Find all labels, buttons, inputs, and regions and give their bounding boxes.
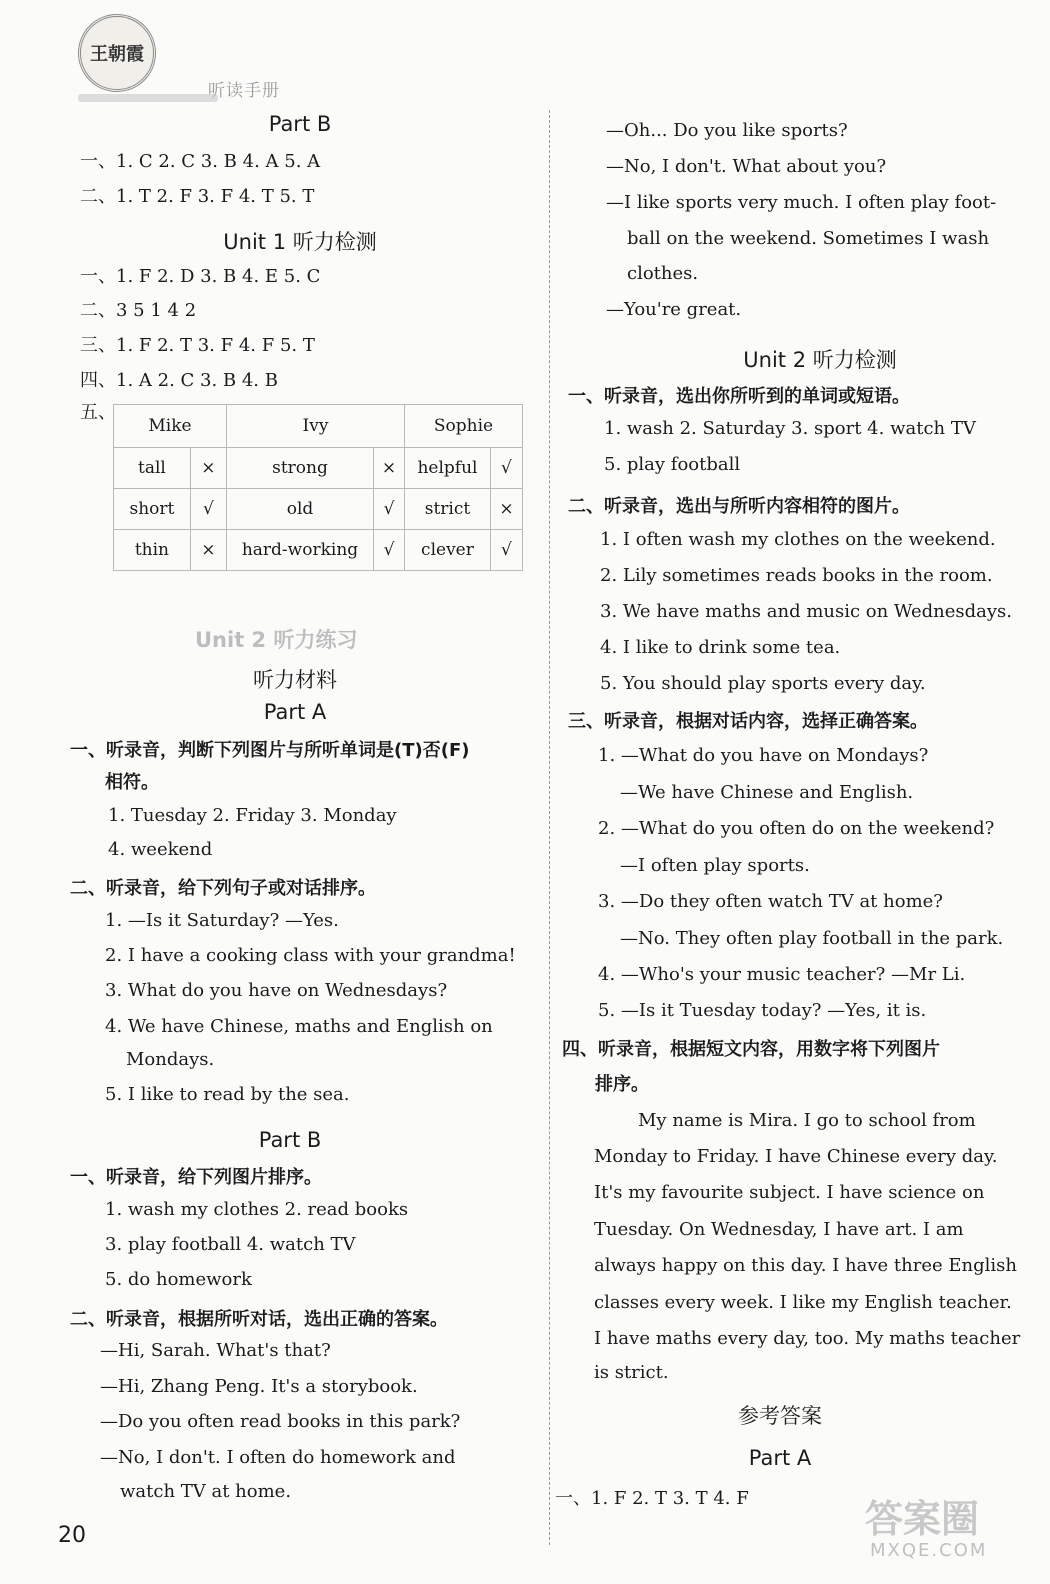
question-line: 3. What do you have on Wednesdays? <box>105 980 448 1001</box>
question-line: 5. You should play sports every day. <box>600 673 926 694</box>
passage-line: Tuesday. On Wednesday, I have art. I am <box>594 1219 964 1240</box>
question-title: 一、听录音，判断下列图片与所听单词是(T)否(F) <box>70 740 470 761</box>
question-line: 5. do homework <box>105 1269 252 1290</box>
question-line: 1. wash 2. Saturday 3. sport 4. watch TV <box>604 418 976 439</box>
question-line: 1. —What do you have on Mondays? <box>598 745 929 766</box>
passage-line: classes every week. I like my English teacher. <box>594 1292 1012 1313</box>
question-line: —We have Chinese and English. <box>620 782 914 803</box>
table-cell: √ <box>490 448 522 489</box>
table-row <box>114 448 523 489</box>
table-cell: strict <box>405 489 491 530</box>
answer-row-label: 五、 <box>80 402 116 423</box>
question-line: 4. We have Chinese, maths and English on <box>105 1016 493 1037</box>
table-header-row <box>114 405 523 448</box>
table-cell: hard-working <box>227 530 374 571</box>
publisher-logo <box>78 14 156 92</box>
part-a-title: Part A <box>748 1446 812 1470</box>
dialog-line: —No, I don't. What about you? <box>606 156 887 177</box>
question-line: 1. wash my clothes 2. read books <box>105 1199 409 1220</box>
dialog-line: —Hi, Sarah. What's that? <box>100 1340 331 1361</box>
material-title: 听力材料 <box>253 668 337 692</box>
question-title: 二、听录音，给下列句子或对话排序。 <box>70 878 376 899</box>
table-cell: helpful <box>405 448 491 489</box>
answer-row: 二、1. T 2. F 3. F 4. T 5. T <box>80 186 315 207</box>
question-line: —I often play sports. <box>620 855 810 876</box>
question-line: Mondays. <box>126 1049 215 1070</box>
answer-row: 二、3 5 1 4 2 <box>80 300 197 321</box>
table-cell: short <box>114 489 191 530</box>
column-divider <box>549 110 550 1545</box>
question-line: 4. —Who's your music teacher? —Mr Li. <box>598 964 966 985</box>
part-b-title: Part B <box>258 1128 322 1152</box>
dialog-line: —Oh... Do you like sports? <box>606 120 848 141</box>
dialog-line: —No, I don't. I often do homework and <box>100 1447 456 1468</box>
table-cell: √ <box>190 489 226 530</box>
table-cell: × <box>490 489 522 530</box>
question-line: 3. play football 4. watch TV <box>105 1234 356 1255</box>
table-header: Mike <box>114 405 227 448</box>
question-title: 一、听录音，给下列图片排序。 <box>70 1167 322 1188</box>
book-title: 听读手册 <box>208 81 280 101</box>
table-cell: × <box>190 530 226 571</box>
table-cell: old <box>227 489 374 530</box>
answer-row: 一、1. F 2. D 3. B 4. E 5. C <box>80 266 321 287</box>
question-line: 1. I often wash my clothes on the weekend. <box>600 529 996 550</box>
table-row <box>114 530 523 571</box>
passage-line: Monday to Friday. I have Chinese every day. <box>594 1146 998 1167</box>
unit2-practice-title: Unit 2 听力练习 <box>195 628 358 652</box>
watermark-url: MXQE.COM <box>870 1540 988 1561</box>
passage-line: is strict. <box>594 1362 669 1383</box>
table-header: Sophie <box>405 405 523 448</box>
question-line: 2. —What do you often do on the weekend? <box>598 818 995 839</box>
dialog-line: watch TV at home. <box>120 1481 292 1502</box>
question-line: 2. Lily sometimes reads books in the room. <box>600 565 993 586</box>
question-line: 1. Tuesday 2. Friday 3. Monday <box>108 805 397 826</box>
question-line: 3. —Do they often watch TV at home? <box>598 891 943 912</box>
watermark-logo: 答案圈 <box>865 1497 980 1541</box>
table-cell: × <box>190 448 226 489</box>
question-line: 5. play football <box>604 454 741 475</box>
question-title: 二、听录音，根据所听对话，选出正确的答案。 <box>70 1309 448 1330</box>
question-line: 5. I like to read by the sea. <box>105 1084 350 1105</box>
table-cell: √ <box>374 530 405 571</box>
table-row <box>114 489 523 530</box>
passage-line: My name is Mira. I go to school from <box>638 1110 976 1131</box>
question-line: 4. weekend <box>108 839 213 860</box>
dialog-line: ball on the weekend. Sometimes I wash <box>627 228 990 249</box>
unit1-test-title: Unit 1 听力检测 <box>223 230 377 254</box>
dialog-line: —You're great. <box>606 299 742 320</box>
question-title-cont: 相符。 <box>105 772 159 793</box>
table-cell: tall <box>114 448 191 489</box>
passage-line: It's my favourite subject. I have science on <box>594 1182 985 1203</box>
page-header <box>78 14 438 104</box>
table-header: Ivy <box>227 405 405 448</box>
answer-row: 一、1. C 2. C 3. B 4. A 5. A <box>80 151 321 172</box>
unit2-test-title: Unit 2 听力检测 <box>743 348 897 372</box>
part-b-title: Part B <box>268 112 332 136</box>
answer-row: 四、1. A 2. C 3. B 4. B <box>80 370 278 391</box>
question-line: 3. We have maths and music on Wednesdays. <box>600 601 1013 622</box>
question-line: 2. I have a cooking class with your grandma! <box>105 945 516 966</box>
answer-table <box>113 404 523 571</box>
question-line: 5. —Is it Tuesday today? —Yes, it is. <box>598 1000 927 1021</box>
dialog-line: —I like sports very much. I often play foot- <box>606 192 997 213</box>
part-a-title: Part A <box>263 700 327 724</box>
table-cell: thin <box>114 530 191 571</box>
table-cell: × <box>374 448 405 489</box>
dialog-line: —Do you often read books in this park? <box>100 1411 461 1432</box>
question-title: 四、听录音，根据短文内容，用数字将下列图片 <box>562 1039 940 1060</box>
logo-band <box>78 94 218 102</box>
question-title-cont: 排序。 <box>595 1074 649 1095</box>
table-cell: clever <box>405 530 491 571</box>
question-line: 4. I like to drink some tea. <box>600 637 841 658</box>
question-title: 一、听录音，选出你所听到的单词或短语。 <box>568 386 910 407</box>
question-line: —No. They often play football in the park. <box>620 928 1004 949</box>
dialog-line: clothes. <box>627 263 699 284</box>
page-number: 20 <box>58 1523 86 1548</box>
passage-line: I have maths every day, too. My maths teacher <box>594 1328 1021 1349</box>
table-cell: √ <box>490 530 522 571</box>
answer-row: 三、1. F 2. T 3. F 4. F 5. T <box>80 335 315 356</box>
logo-text: 王朝霞 <box>90 44 144 65</box>
reference-answer-title: 参考答案 <box>738 1404 822 1428</box>
answer-row: 一、1. F 2. T 3. T 4. F <box>555 1488 749 1509</box>
question-title: 三、听录音，根据对话内容，选择正确答案。 <box>568 711 928 732</box>
question-line: 1. —Is it Saturday? —Yes. <box>105 910 339 931</box>
question-title: 二、听录音，选出与所听内容相符的图片。 <box>568 496 910 517</box>
table-cell: strong <box>227 448 374 489</box>
dialog-line: —Hi, Zhang Peng. It's a storybook. <box>100 1376 418 1397</box>
passage-line: always happy on this day. I have three English <box>594 1255 1017 1276</box>
table-cell: √ <box>374 489 405 530</box>
